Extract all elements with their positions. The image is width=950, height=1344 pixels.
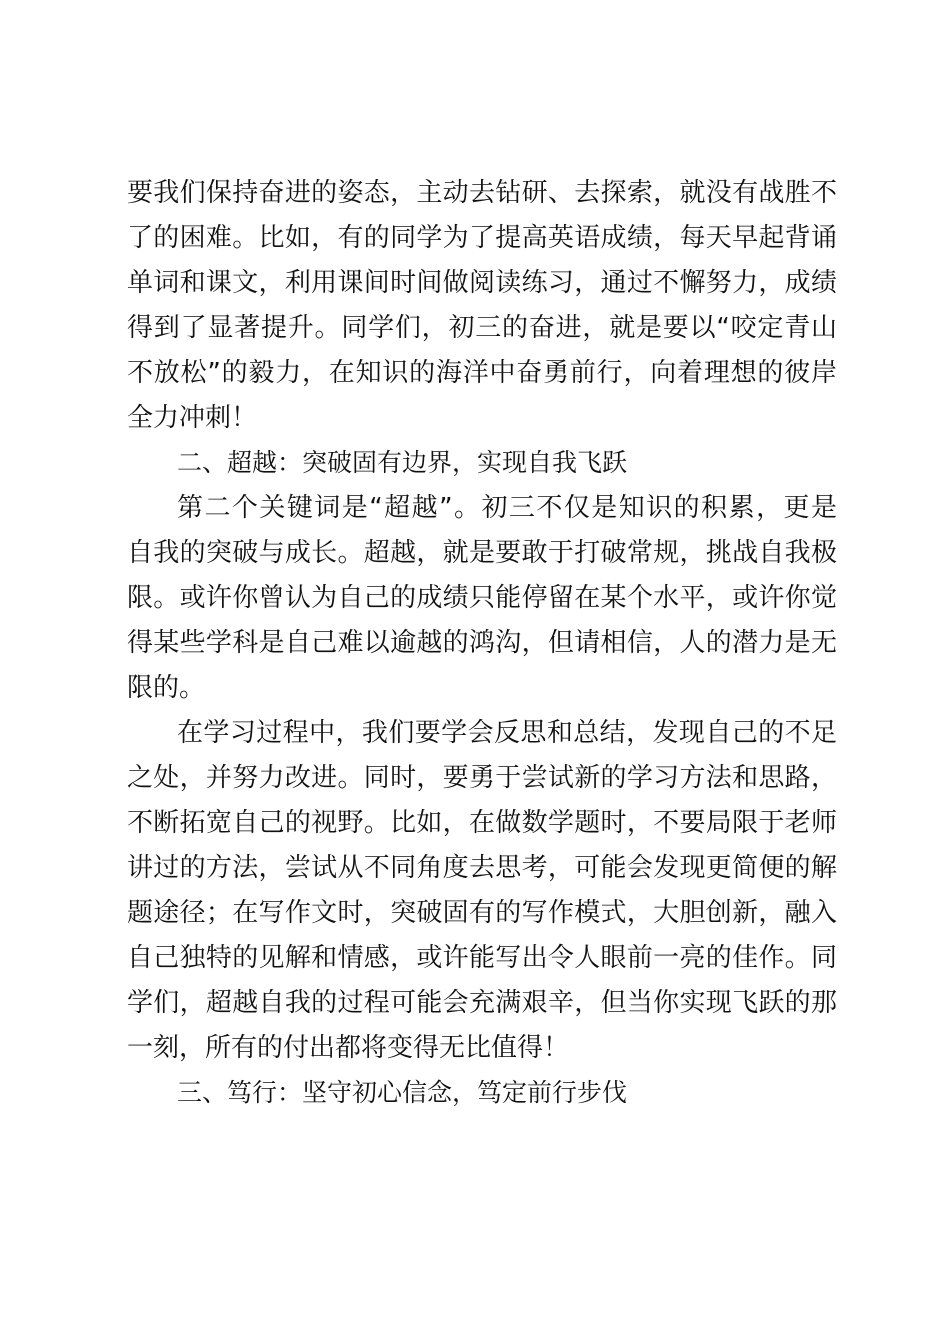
text-line: 之处，并努力改进。同时，要勇于尝试新的学习方法和思路，	[127, 763, 837, 793]
text-line: 得某些学科是自己难以逾越的鸿沟，但请相信，人的潜力是无	[127, 628, 837, 658]
text-line: 学们，超越自我的过程可能会充满艰辛，但当你实现飞跃的那	[127, 988, 837, 1018]
section-heading-3: 三、笃行：坚守初心信念，笃定前行步伐	[177, 1078, 628, 1107]
text-line: 不断拓宽自己的视野。比如，在做数学题时，不要局限于老师	[127, 808, 837, 838]
text-line: 不放松”的毅力，在知识的海洋中奋勇前行，向着理想的彼岸	[127, 358, 837, 388]
text-line: 了的困难。比如，有的同学为了提高英语成绩，每天早起背诵	[127, 223, 837, 253]
text-line: 自己独特的见解和情感，或许能写出令人眼前一亮的佳作。同	[127, 943, 837, 973]
text-line: 要我们保持奋进的姿态，主动去钻研、去探索，就没有战胜不	[127, 178, 837, 208]
text-line: 限的。	[127, 673, 206, 703]
text-line: 自我的突破与成长。超越，就是要敢于打破常规，挑战自我极	[127, 538, 837, 568]
section-heading-2: 二、超越：突破固有边界，实现自我飞跃	[177, 448, 628, 477]
text-line: 讲过的方法，尝试从不同角度去思考，可能会发现更简便的解	[127, 853, 837, 883]
text-line: 全力冲刺！	[127, 403, 258, 433]
text-line: 得到了显著提升。同学们，初三的奋进，就是要以“咬定青山	[127, 313, 837, 343]
text-line: 在学习过程中，我们要学会反思和总结，发现自己的不足	[177, 718, 837, 748]
text-line: 限。或许你曾认为自己的成绩只能停留在某个水平，或许你觉	[127, 583, 837, 613]
text-line: 一刻，所有的付出都将变得无比值得！	[127, 1033, 570, 1063]
text-line: 单词和课文，利用课间时间做阅读练习，通过不懈努力，成绩	[127, 268, 837, 298]
text-line: 题途径；在写作文时，突破固有的写作模式，大胆创新，融入	[127, 898, 837, 928]
text-line: 第二个关键词是“超越”。初三不仅是知识的积累，更是	[177, 493, 837, 523]
